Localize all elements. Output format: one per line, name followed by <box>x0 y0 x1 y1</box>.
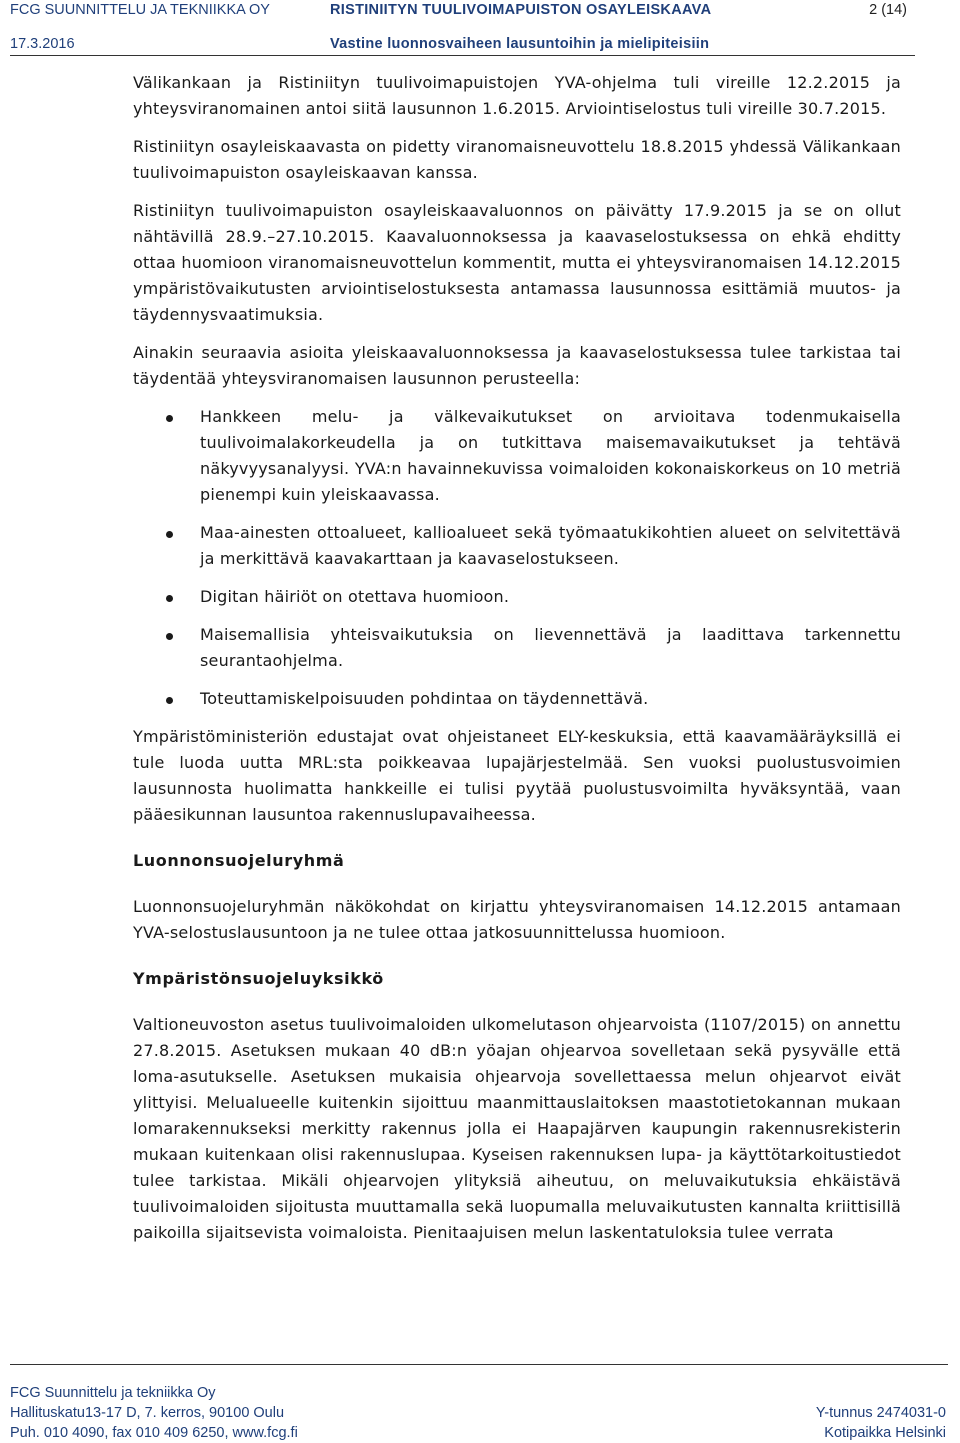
footer-registration <box>816 1403 946 1443</box>
bullet-icon <box>166 697 173 704</box>
bullet-icon <box>166 531 173 538</box>
paragraph-review-items-intro: Ainakin seuraavia asioita yleiskaavaluonnoksessa ja kaavaselostuksessa tulee tarkistaa tai täydentää yhteysviranomaisen lausunnon perusteella: <box>133 343 901 388</box>
footer-contact <box>10 1383 298 1443</box>
document-body <box>133 70 901 1246</box>
list-item: Maisemallisia yhteisvaikutuksia on lievennettävä ja laadittava tarkennettu seurantaohjelma. <box>133 622 901 674</box>
paragraph-authority-meeting: Ristiniityn osayleiskaavasta on pidetty viranomaisneuvottelu 18.8.2015 yhdessä Välikankaan tuulivoimapuiston osayleiskaavan kanssa. <box>133 137 901 182</box>
footer-domicile: Kotipaikka Helsinki <box>824 1425 946 1441</box>
bullet-icon <box>166 595 173 602</box>
paragraph-draft-status: Ristiniityn tuulivoimapuiston osayleiskaavaluonnos on päivätty 17.9.2015 ja se on ollut nähtävillä 28.9.–27.10.2015. Kaavaluonnoksessa ja kaavaselostuksessa on ehkä ehditty ottaa huomioon viranomaisneuvottelun kommentit, mutta ei yhteysviranomaisen 14.12.2015 ympäristövaikutusten arviointiselostuksesta antamassa lausunnossa esittämiä muutos- ja täydennysvaatimuksia. <box>133 201 901 324</box>
review-items-list <box>133 404 901 712</box>
footer-phone: Puh. 010 4090, fax 010 409 6250, www.fcg.fi <box>10 1425 298 1441</box>
header-doc-title: RISTINIITYN TUULIVOIMAPUISTON OSAYLEISKAAVA <box>330 2 712 18</box>
paragraph-ministry-guidance: Ympäristöministeriön edustajat ovat ohjeistaneet ELY-keskuksia, että kaavamääräyksillä ei tule luoda uutta MRL:sta poikkeavaa lupajärjestelmää. Sen vuoksi puolustusvoimien lausunnosta huolimatta hankkeille ei tulisi pyytää puolustusvoimilta hyväksyntää, vaan pääesikunnan lausuntoa rakennuslupavaiheessa. <box>133 727 901 824</box>
bullet-icon <box>166 633 173 640</box>
paragraph-conservation-group: Luonnonsuojeluryhmän näkökohdat on kirjattu yhteysviranomaisen 14.12.2015 antamaan YVA-selostuslausuntoon ja ne tulee ottaa jatkosuunnittelussa huomioon. <box>133 897 901 942</box>
header-row-bottom <box>10 34 915 54</box>
header-subtitle: Vastine luonnosvaiheen lausuntoihin ja mielipiteisiin <box>330 36 710 52</box>
page-footer <box>10 1364 948 1439</box>
page-header <box>10 0 915 56</box>
section-heading-environmental-unit: Ympäristönsuojeluyksikkö <box>133 969 384 988</box>
header-row-top <box>10 0 915 20</box>
list-item: Digitan häiriöt on otettava huomioon. <box>133 584 901 610</box>
list-item: Toteuttamiskelpoisuuden pohdintaa on täydennettävä. <box>133 686 901 712</box>
paragraph-yva-timeline: Välikankaan ja Ristiniityn tuulivoimapuistojen YVA-ohjelma tuli vireille 12.2.2015 ja yhteysviranomainen antoi siitä lausunnon 1.6.2015. Arviointiselostus tuli vireille 30.7.2015. <box>133 73 901 118</box>
section-heading-conservation-group: Luonnonsuojeluryhmä <box>133 851 345 870</box>
footer-company: FCG Suunnittelu ja tekniikka Oy <box>10 1385 216 1401</box>
footer-business-id: Y-tunnus 2474031-0 <box>815 1405 946 1421</box>
header-company: FCG SUUNNITTELU JA TEKNIIKKA OY <box>10 2 270 18</box>
footer-address: Hallituskatu13-17 D, 7. kerros, 90100 Oulu <box>10 1405 285 1421</box>
bullet-icon <box>166 415 173 422</box>
header-page-number: 2 (14) <box>869 2 907 18</box>
list-item: Maa-ainesten ottoalueet, kallioalueet sekä työmaatukikohtien alueet on selvitettävä ja merkittävä kaavakarttaan ja kaavaselostukseen. <box>133 520 901 572</box>
header-date: 17.3.2016 <box>10 36 75 52</box>
list-item: Hankkeen melu- ja välkevaikutukset on arvioitava todenmukaisella tuulivoimalakorkeudella ja on tutkittava maisemavaikutukset ja tehtävä näkyvyysanalyysi. YVA:n havainnekuvissa voimaloiden kokonaiskorkeus on 10 metriä pienempi kuin yleiskaavassa. <box>133 404 901 508</box>
paragraph-noise-regulation: Valtioneuvoston asetus tuulivoimaloiden ulkomelutason ohjearvoista (1107/2015) on annettu 27.8.2015. Asetuksen mukaan 40 dB:n yöajan ohjearvoa sovelletaan sekä pysyvälle että loma-asutukselle. Asetuksen mukaisia ohjearvoja sovellettaessa melun ohjearvot eivät ylittyisi. Melualueelle kuitenkin sijoittuu maanmittauslaitoksen maastotietokannan mukaan lomarakennukseksi merkitty rakennus jolla ei Haapajärven kaupungin rakennusrekisterin mukaan kuitenkaan olisi rakennuslupaa. Kyseisen rakennuksen lupa- ja käyttötarkoitustiedot tulee tarkistaa. Mikäli ohjearvojen ylityksiä aiheutuu, on meluvaikutuksia ehkäistävä tuulivoimaloiden sijoitusta muuttamalla sekä luopumalla meluvaikutusten kannalta kriittisillä paikoilla sijaitsevista voimaloista. Pienitaajuisen melun laskentatuloksia tulee verrata <box>133 1015 901 1242</box>
